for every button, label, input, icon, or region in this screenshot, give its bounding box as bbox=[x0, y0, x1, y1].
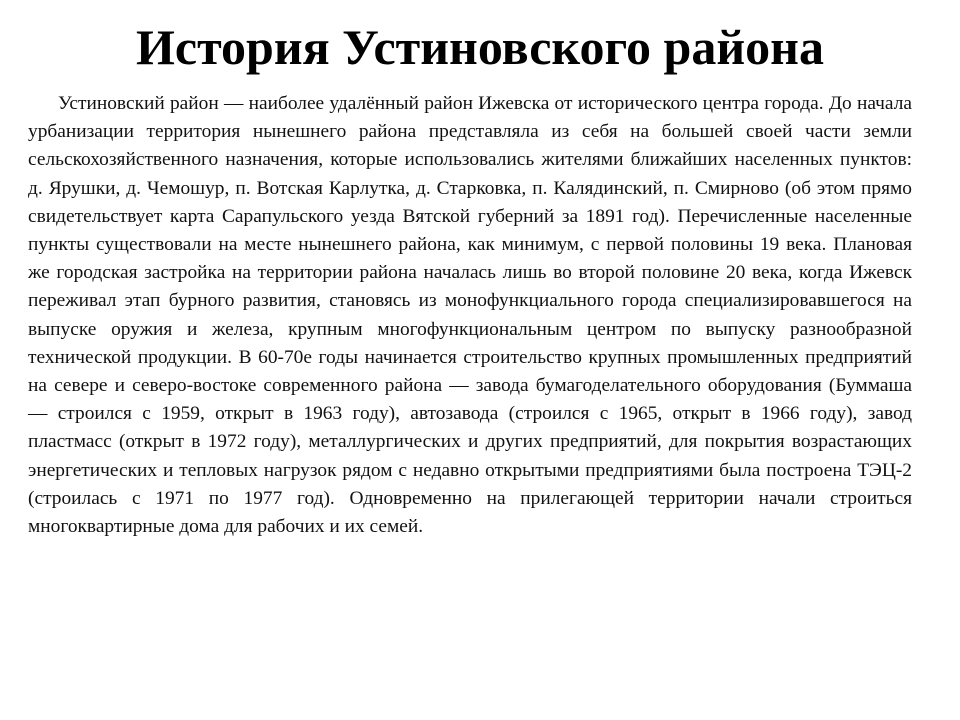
slide-title: История Устиновского района bbox=[136, 19, 824, 75]
body-paragraph: Устиновский район — наиболее удалённый район Ижевска от исторического центра города. До начала урбанизации территория нынешнего района представляла из себя на большей своей части земли сельскохозяйственного назначения, которые использовались жителями ближайших населенных пунктов: д. Ярушки, д. Чемошур, п. Вотская Карлутка, д. Старковка, п. Калядинский, п. Смирново (об этом прямо свидетельствует карта Сарапульского уезда Вятской губерний за 1891 год). Перечисленные населенные пункты существовали на месте нынешнего района, как минимум, с первой половины 19 века. Плановая же городская застройка на территории района началась лишь во второй половине 20 века, когда Ижевск переживал этап бурного развития, становясь из монофункциального города специализировавшегося на выпуске оружия и железа, крупным многофункциональным центром по выпуску разнообразной технической продукции. В 60-70е годы начинается строительство крупных промышленных предприятий на севере и северо-востоке современного района — завода бумагоделательного оборудования (Буммаша — строился с 1959, открыт в 1963 году), автозавода (строился с 1965, открыт в 1966 году), завод пластмасс (открыт в 1972 году), металлургических и других предприятий, для покрытия возрастающих энергетических и тепловых нагрузок рядом с недавно открытыми предприятиями была построена ТЭЦ-2 (строилась с 1971 по 1977 год). Одновременно на прилегающей территории начали строиться многоквартирные дома для рабочих и их семей. bbox=[28, 93, 912, 538]
